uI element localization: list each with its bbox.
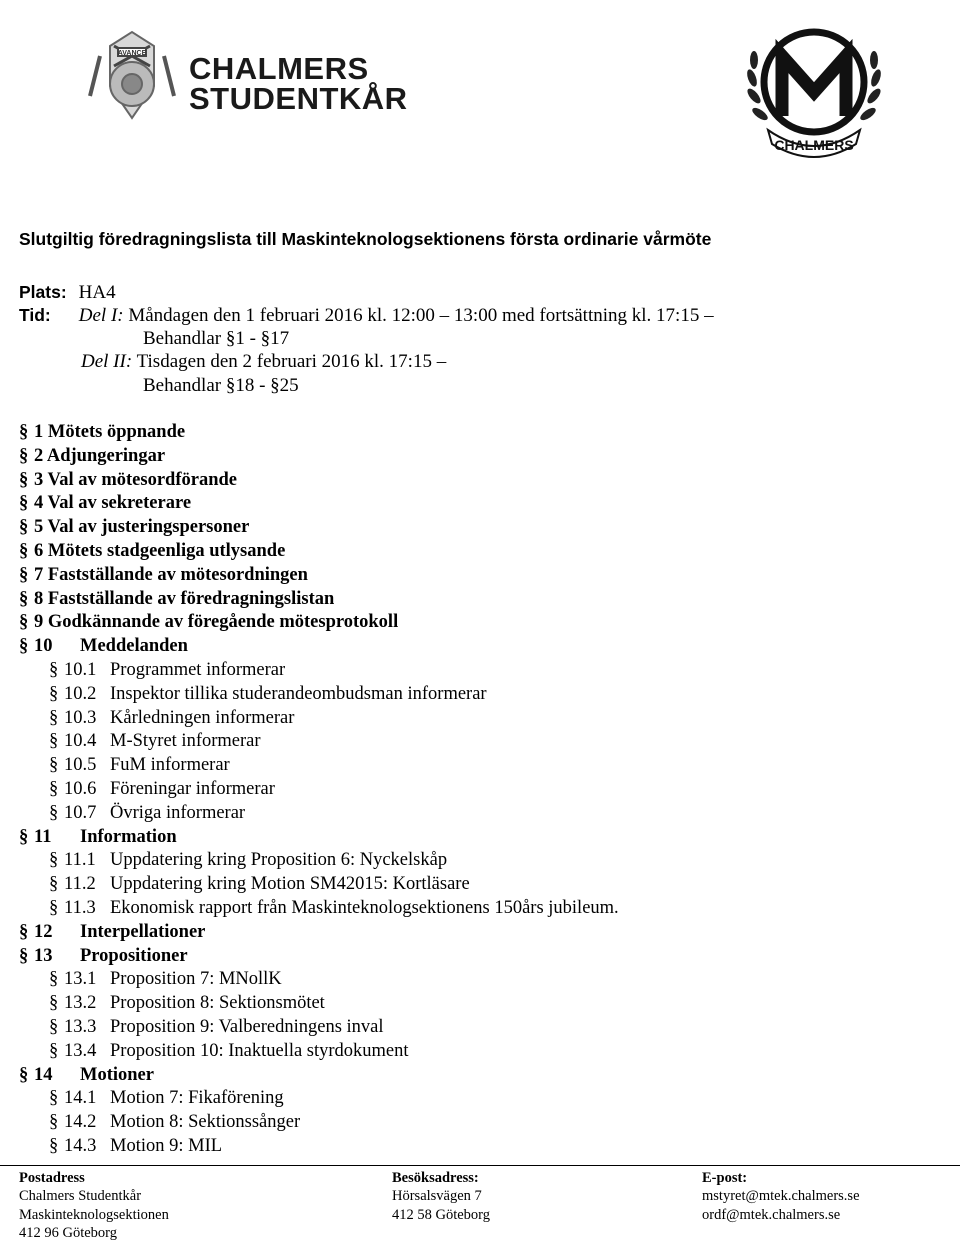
agenda-number: 10.7 (64, 802, 97, 823)
agenda-text: Interpellationer (80, 921, 206, 942)
epost-link[interactable]: mstyret@mtek.chalmers.se (702, 1188, 860, 1205)
epost-link[interactable]: ordf@mtek.chalmers.se (702, 1206, 841, 1223)
tid-label: Tid: (19, 305, 51, 325)
section-sign: § (49, 778, 59, 799)
org-name-line1: CHALMERS (189, 51, 369, 86)
section-sign: § (49, 993, 59, 1014)
agenda-text: Motion 7: Fikaförening (110, 1088, 284, 1109)
agenda-number: 13 (34, 945, 53, 966)
agenda-subitem (0, 683, 960, 707)
agenda-text: Fastställande av föredragningslistan (47, 588, 335, 609)
agenda-item (0, 516, 960, 540)
section-sign: § (49, 707, 59, 728)
agenda-text: Godkännande av föregående mötesprotokoll (47, 612, 399, 633)
section-sign: § (49, 1135, 59, 1156)
agenda-number: 8 (34, 588, 44, 609)
agenda-number: 10.4 (64, 731, 97, 752)
del2-behandlar: Behandlar §18 - §25 (143, 375, 299, 396)
agenda-number: 13.1 (64, 969, 97, 990)
section-sign: § (19, 588, 29, 609)
agenda-number: 10.3 (64, 707, 97, 728)
agenda-text: Ekonomisk rapport från Maskinteknologsektionens 150års jubileum. (110, 897, 619, 918)
del1-value: Måndagen den 1 februari 2016 kl. 12:00 – 13:00 med fortsättning kl. 17:15 – (128, 305, 714, 326)
document-title: Slutgiltig föredragningslista till Maskinteknologsektionens första ordinarie vårmöte (19, 229, 712, 249)
agenda-subitem (0, 1135, 960, 1159)
agenda-text: Val av justeringspersoner (47, 517, 250, 538)
agenda-text: Övriga informerar (110, 802, 246, 823)
agenda-number: 10 (34, 636, 53, 657)
section-sign: § (49, 1112, 59, 1133)
agenda-number: 4 (34, 493, 44, 514)
agenda-number: 6 (34, 540, 44, 561)
agenda-subitem (0, 778, 960, 802)
section-sign: § (49, 969, 59, 990)
m-laurel-emblem-icon (738, 12, 890, 164)
agenda-number: 13.4 (64, 1040, 97, 1061)
agenda-number: 11.3 (64, 897, 96, 918)
meta-del2 (81, 351, 446, 373)
agenda-number: 11.1 (64, 850, 96, 871)
agenda-number: 14.3 (64, 1135, 97, 1156)
section-sign: § (49, 755, 59, 776)
agenda-text: Proposition 7: MNollK (110, 969, 282, 990)
agenda-subitem (0, 992, 960, 1016)
epost-label: E-post: (702, 1170, 748, 1186)
agenda-item (0, 564, 960, 588)
agenda-number: 14.2 (64, 1112, 97, 1133)
agenda-item (0, 469, 960, 493)
besok-line: Hörsalsvägen 7 (392, 1188, 482, 1205)
agenda-item (0, 826, 960, 850)
agenda-number: 11.2 (64, 874, 96, 895)
section-sign: § (19, 636, 29, 657)
postadress-line: 412 96 Göteborg (19, 1224, 118, 1241)
agenda-subitem (0, 730, 960, 754)
agenda-item (0, 492, 960, 516)
agenda-number: 7 (34, 564, 44, 585)
agenda-text: Proposition 10: Inaktuella styrdokument (110, 1040, 409, 1061)
section-sign: § (19, 826, 29, 847)
agenda-number: 13.3 (64, 1016, 97, 1037)
agenda-text: Motion 8: Sektionssånger (110, 1112, 301, 1133)
section-sign: § (19, 493, 29, 514)
section-sign: § (49, 659, 59, 680)
agenda-text: Meddelanden (80, 636, 188, 657)
agenda-text: FuM informerar (110, 755, 230, 776)
emblem-label: CHALMERS (774, 137, 854, 153)
agenda-number: 1 (34, 422, 44, 442)
section-sign: § (19, 469, 29, 490)
agenda-text: Proposition 8: Sektionsmötet (110, 993, 325, 1014)
agenda-text: Val av mötesordförande (47, 469, 237, 490)
section-sign: § (19, 921, 29, 942)
agenda-text: Mötets stadgeenliga utlysande (47, 540, 286, 561)
section-sign: § (49, 850, 59, 871)
agenda-subitem (0, 754, 960, 778)
agenda-subitem (0, 802, 960, 826)
agenda-number: 5 (34, 517, 44, 538)
postadress-label: Postadress (19, 1170, 85, 1186)
section-sign: § (19, 422, 29, 442)
section-sign: § (49, 731, 59, 752)
meta-tid (19, 304, 714, 327)
postadress-line: Maskinteknologsektionen (19, 1206, 169, 1223)
agenda-number: 10.1 (64, 659, 97, 680)
besok-label: Besöksadress: (392, 1170, 479, 1186)
agenda-item (0, 1064, 960, 1088)
agenda-text: Propositioner (80, 945, 188, 966)
agenda-subitem (0, 873, 960, 897)
org-logotype (189, 51, 408, 116)
agenda-item (0, 921, 960, 945)
agenda-item (0, 540, 960, 564)
agenda-item (0, 635, 960, 659)
agenda-subitem (0, 968, 960, 992)
agenda-text: Val av sekreterare (47, 493, 192, 514)
svg-text:AVANCE: AVANCE (117, 50, 147, 57)
section-sign: § (19, 445, 29, 466)
agenda-text: Kårledningen informerar (110, 707, 295, 728)
section-sign: § (49, 1040, 59, 1061)
agenda-number: 10.5 (64, 755, 97, 776)
agenda-item (0, 421, 960, 445)
agenda-subitem (0, 1087, 960, 1111)
agenda-item (0, 588, 960, 612)
agenda-number: 14 (34, 1064, 53, 1085)
meta-plats (19, 281, 116, 304)
postadress-line: Chalmers Studentkår (19, 1188, 142, 1205)
agenda-text: Uppdatering kring Proposition 6: Nyckelskåp (110, 850, 448, 871)
org-name-line2: STUDENTKÅR (189, 81, 408, 116)
section-sign: § (19, 1064, 29, 1085)
del2-label: Del II: (81, 351, 133, 372)
section-sign: § (49, 1016, 59, 1037)
del1-behandlar: Behandlar §1 - §17 (143, 328, 290, 349)
agenda-number: 14.1 (64, 1088, 97, 1109)
agenda-number: 2 (34, 445, 44, 466)
section-sign: § (49, 1088, 59, 1109)
section-sign: § (49, 683, 59, 704)
agenda-number: 3 (34, 469, 44, 490)
agenda-text: Motion 9: MIL (110, 1135, 223, 1156)
agenda-number: 10.2 (64, 683, 97, 704)
agenda-text: Motioner (80, 1064, 154, 1085)
footer-divider (0, 1165, 960, 1166)
agenda-number: 13.2 (64, 993, 97, 1014)
agenda-subitem (0, 1016, 960, 1040)
plats-label: Plats: (19, 282, 67, 302)
agenda-text: Adjungeringar (46, 445, 166, 466)
agenda-number: 12 (34, 921, 53, 942)
section-sign: § (49, 802, 59, 823)
agenda-text: Information (80, 826, 177, 847)
agenda-subitem (0, 659, 960, 683)
del2-value: Tisdagen den 2 februari 2016 kl. 17:15 – (136, 351, 447, 372)
agenda-text: Uppdatering kring Motion SM42015: Kortläsare (110, 874, 470, 895)
agenda-text: Föreningar informerar (110, 778, 275, 799)
agenda-subitem (0, 707, 960, 731)
section-sign: § (19, 945, 29, 966)
agenda-item (0, 945, 960, 969)
besok-line: 412 58 Göteborg (392, 1206, 491, 1223)
section-sign: § (19, 540, 29, 561)
del1-label: Del I: (78, 305, 124, 326)
avance-crest-icon (80, 26, 184, 130)
agenda-subitem (0, 897, 960, 921)
agenda-text: Programmet informerar (110, 659, 286, 680)
section-sign: § (49, 897, 59, 918)
agenda-list (0, 421, 960, 1159)
section-sign: § (19, 564, 29, 585)
footer-epost (702, 1169, 860, 1224)
section-sign: § (49, 874, 59, 895)
agenda-text: Fastställande av mötesordningen (47, 564, 308, 585)
agenda-item (0, 445, 960, 469)
agenda-number: 9 (34, 612, 44, 633)
plats-value: HA4 (78, 282, 116, 303)
agenda-subitem (0, 1040, 960, 1064)
agenda-subitem (0, 1111, 960, 1135)
agenda-text: Mötets öppnande (47, 422, 186, 442)
agenda-subitem (0, 849, 960, 873)
section-sign: § (19, 517, 29, 538)
agenda-number: 11 (34, 826, 52, 847)
agenda-text: Proposition 9: Valberedningens inval (110, 1016, 384, 1037)
section-sign: § (19, 612, 29, 633)
agenda-number: 10.6 (64, 778, 97, 799)
agenda-text: M-Styret informerar (110, 731, 261, 752)
footer-postadress (19, 1169, 169, 1242)
agenda-text: Inspektor tillika studerandeombudsman informerar (110, 683, 487, 704)
footer-besoksadress (392, 1169, 490, 1224)
agenda-item (0, 611, 960, 635)
